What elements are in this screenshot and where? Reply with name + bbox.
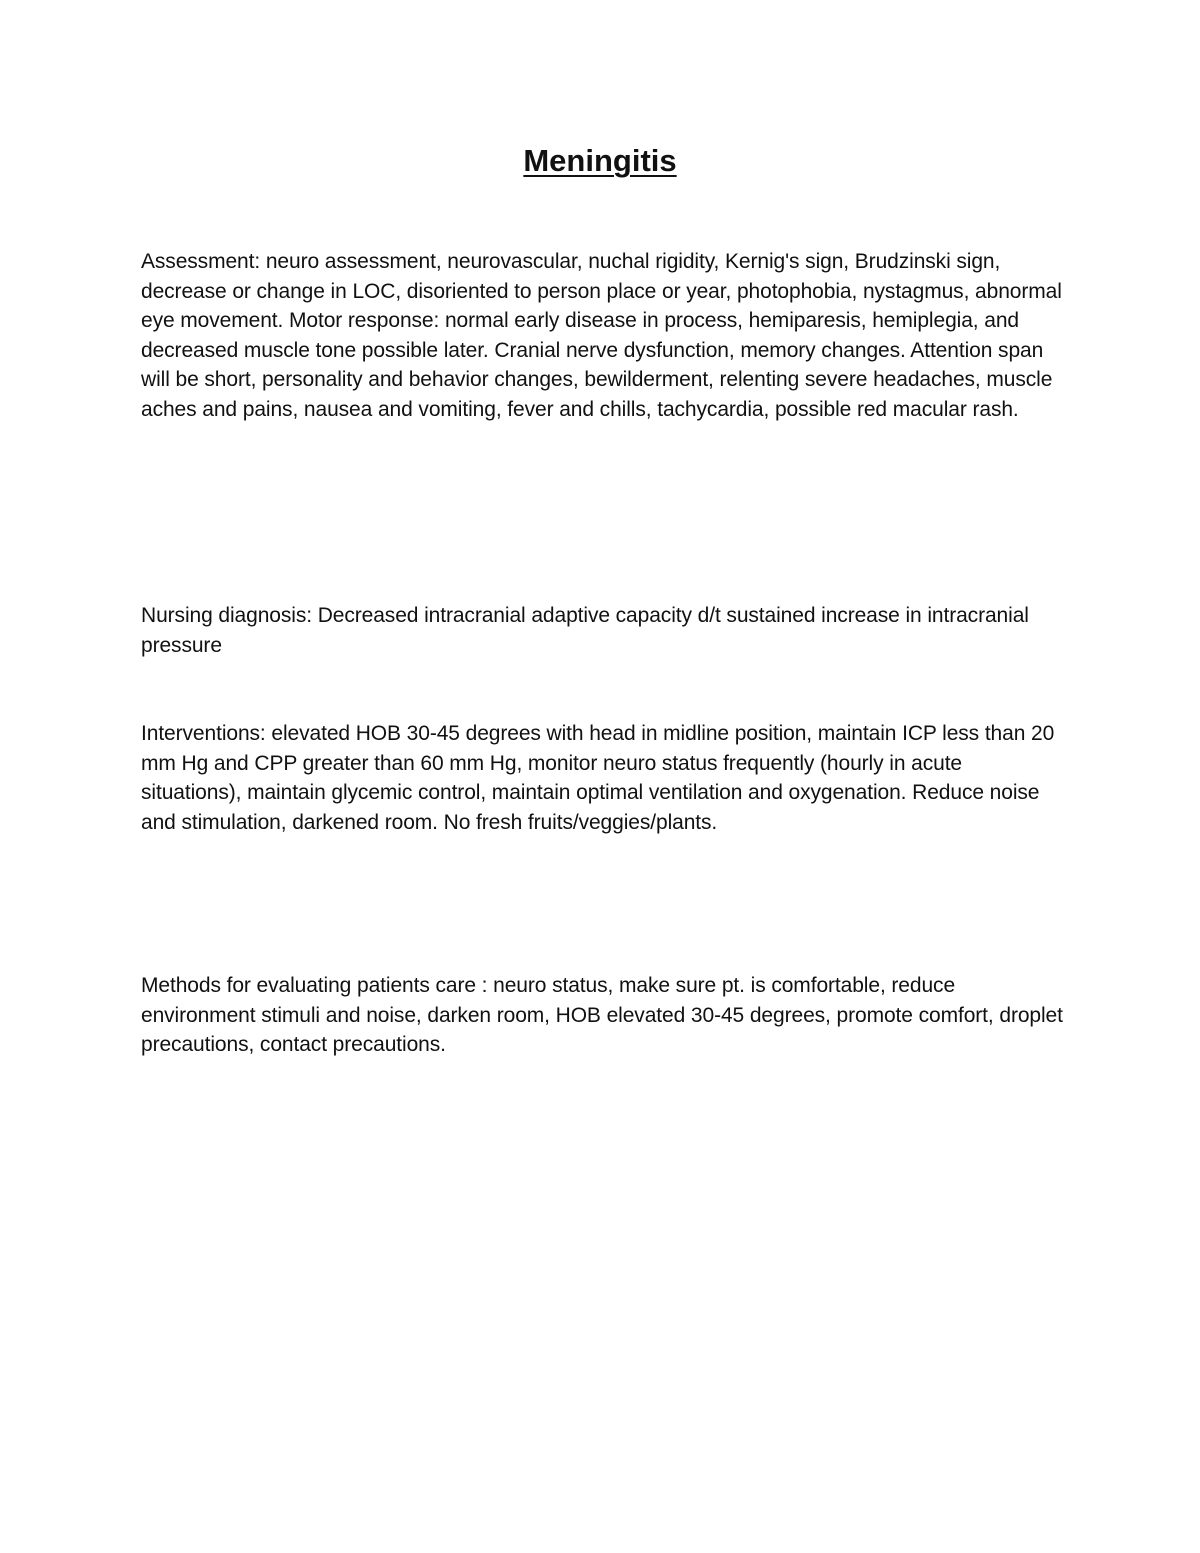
document-title: Meningitis <box>523 143 677 178</box>
assessment-paragraph: Assessment: neuro assessment, neurovascular, nuchal rigidity, Kernig's sign, Brudzinski sign, decrease or change in LOC, disoriented to person place or year, photophobia, nystagmus, abnormal eye movement. Motor response: normal early disease in process, hemiparesis, hemiplegia, and decreased muscle tone possible later. Cranial nerve dysfunction, memory changes. Attention span will be short, personality and behavior changes, bewilderment, relenting severe headaches, muscle aches and pains, nausea and vomiting, fever and chills, tachycardia, possible red macular rash. <box>141 250 1062 421</box>
nursing-diagnosis-paragraph: Nursing diagnosis: Decreased intracranial adaptive capacity d/t sustained increase in intracranial pressure <box>141 604 1029 657</box>
evaluation-methods-paragraph: Methods for evaluating patients care : neuro status, make sure pt. is comfortable, reduce environment stimuli and noise, darken room, HOB elevated 30-45 degrees, promote comfort, droplet precautions, contact precautions. <box>141 974 1063 1056</box>
interventions-paragraph: Interventions: elevated HOB 30-45 degrees with head in midline position, maintain ICP less than 20 mm Hg and CPP greater than 60 mm Hg, monitor neuro status frequently (hourly in acute situations), maintain glycemic control, maintain optimal ventilation and oxygenation. Reduce noise and stimulation, darkened room. No fresh fruits/veggies/plants. <box>141 722 1055 834</box>
